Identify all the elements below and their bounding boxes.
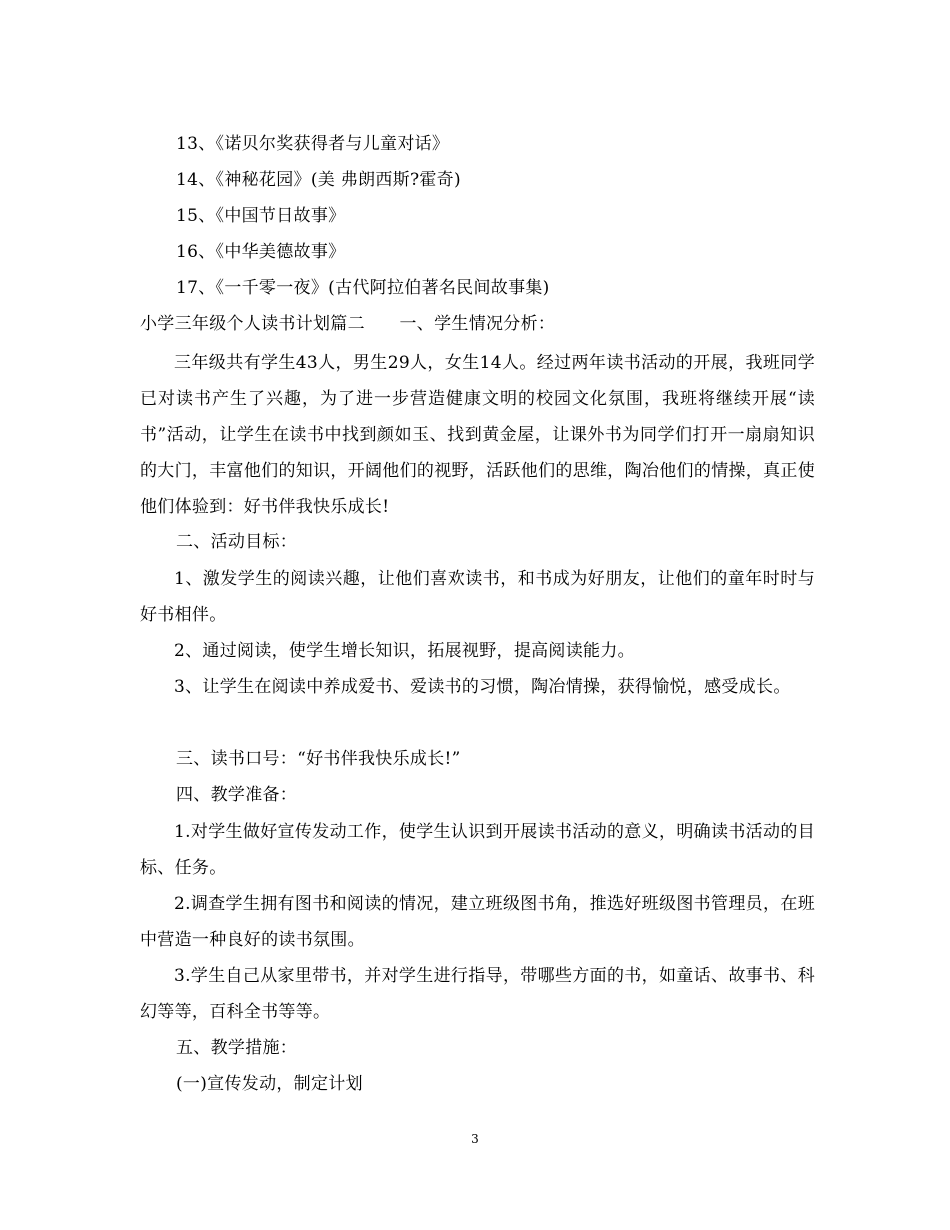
book-list-item-13: 13、《诺贝尔奖获得者与儿童对话》 [176, 134, 450, 154]
measure-1: (一)宣传发动，制定计划 [176, 1074, 363, 1094]
prep-item-2: 2.调查学生拥有图书和阅读的情况，建立班级图书角，推选好班级图书管理员，在班中营造一种良好的读书氛围。 [140, 894, 815, 950]
book-list-item-14: 14、《神秘花园》(美 弗朗西斯?霍奇) [176, 170, 461, 190]
book-list-item-17: 17、《一千零一夜》(古代阿拉伯著名民间故事集) [176, 278, 550, 298]
goal-2: 2、通过阅读，使学生增长知识，拓展视野，提高阅读能力。 [174, 641, 635, 661]
goal-1: 1、激发学生的阅读兴趣，让他们喜欢读书，和书成为好朋友，让他们的童年时时与好书相伴。 [140, 569, 815, 625]
measures-heading: 五、教学措施： [176, 1038, 298, 1058]
prep-item-3: 3.学生自己从家里带书，并对学生进行指导，带哪些方面的书，如童话、故事书、科幻等等，百科全书等等。 [140, 966, 815, 1022]
prep-heading: 四、教学准备： [176, 785, 298, 805]
page-number: 3 [471, 1132, 479, 1146]
prep-item-1: 1.对学生做好宣传发动工作，使学生认识到开展读书活动的意义，明确读书活动的目标、任务。 [140, 822, 815, 878]
goals-heading: 二、活动目标： [176, 532, 298, 552]
book-list-item-16: 16、《中华美德故事》 [176, 242, 346, 262]
intro-paragraph: 三年级共有学生43人，男生29人，女生14人。经过两年读书活动的开展，我班同学已对读书产生了兴趣，为了进一步营造健康文明的校园文化氛围，我班将继续开展“读书”活动，让学生在读书中找到颜如玉、找到黄金屋，让课外书为同学们打开一扇扇知识的大门，丰富他们的知识，开阔他们的视野，活跃他们的思维，陶冶他们的情操，真正使他们体验到：好书伴我快乐成长! [140, 353, 815, 517]
slogan: 三、读书口号：“好书伴我快乐成长!” [176, 749, 461, 769]
book-list-item-15: 15、《中国节日故事》 [176, 206, 346, 226]
section-heading: 小学三年级个人读书计划篇二 一、学生情况分析： [140, 314, 556, 334]
goal-3: 3、让学生在阅读中养成爱书、爱读书的习惯，陶冶情操，获得愉悦，感受成长。 [174, 677, 791, 697]
